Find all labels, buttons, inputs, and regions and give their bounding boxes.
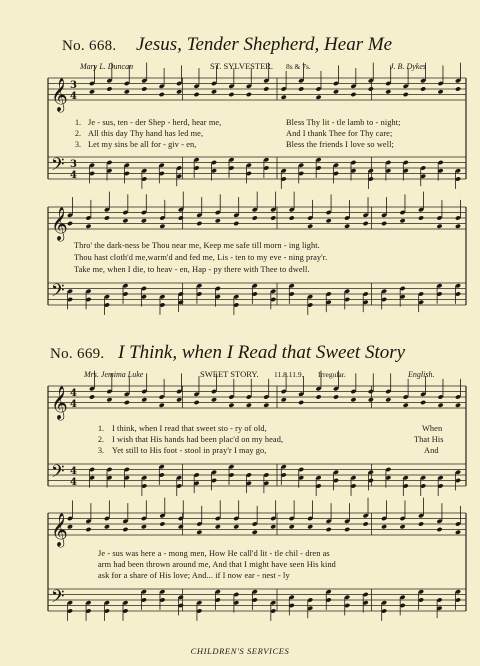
note-head: [368, 397, 374, 402]
note-head: [228, 403, 234, 408]
note-head: [344, 224, 350, 229]
note-head: [85, 224, 91, 229]
hymn-669-title: I Think, when I Read that Sweet Story: [118, 342, 406, 363]
lyric-line: Let my sins be all for - giv - en,: [88, 140, 197, 149]
note-head: [381, 524, 387, 529]
note-head: [106, 86, 112, 91]
note-head: [215, 218, 221, 223]
note-head: [437, 403, 443, 408]
time-signature: 3: [70, 159, 77, 170]
note-head: [455, 530, 461, 535]
lyric-line: I think, when I read that sweet sto - ry of old,: [112, 424, 267, 433]
lyric-line: And: [424, 446, 439, 455]
hymn-668-composer: J. B. Dykes: [390, 62, 426, 71]
note-head: [159, 521, 165, 526]
note-head: [141, 524, 147, 529]
note-head: [89, 394, 95, 399]
lyric-line: Thou hast cloth'd me,warm'd and fed me, Lis - ten to my eve - ning pray'r.: [74, 253, 328, 262]
note-head: [106, 397, 112, 402]
note-head: [418, 521, 424, 526]
note-head: [141, 397, 147, 402]
note-head: [344, 527, 350, 532]
note-head: [122, 218, 128, 223]
lyric-line: arm had been thrown around me, And that I might have seen His kind: [98, 560, 336, 569]
note-head: [246, 403, 252, 408]
note-head: [270, 524, 276, 529]
note-head: [363, 521, 369, 526]
note-head: [385, 89, 391, 94]
lyric-line: Bless Thy lit - tle lamb to - night;: [286, 118, 401, 127]
note-head: [196, 221, 202, 226]
note-head: [420, 400, 426, 405]
note-head: [178, 215, 184, 220]
time-signature: 4: [70, 388, 77, 399]
note-head: [159, 403, 165, 408]
bass-clef-icon: 𝄢: [51, 586, 65, 611]
verse-number: 3.: [75, 140, 81, 149]
note-head: [252, 530, 258, 535]
hymn-669-author: Mrs. Jemima Luke: [84, 370, 144, 379]
note-head: [436, 527, 442, 532]
note-head: [399, 524, 405, 529]
note-head: [399, 218, 405, 223]
note-head: [420, 86, 426, 91]
note-head: [455, 86, 461, 91]
note-head: [263, 86, 269, 91]
note-head: [228, 92, 234, 97]
note-head: [159, 224, 165, 229]
hymn-669-composer: English.: [408, 370, 435, 379]
time-signature: 4: [70, 477, 77, 488]
verse-number: 2.: [98, 435, 104, 444]
note-head: [176, 89, 182, 94]
time-signature: 4: [70, 91, 77, 102]
lyric-line: When: [422, 424, 443, 433]
note-head: [333, 89, 339, 94]
note-head: [104, 215, 110, 220]
note-head: [193, 400, 199, 405]
note-head: [104, 524, 110, 529]
note-head: [89, 89, 95, 94]
verse-number: 3.: [98, 446, 104, 455]
note-head: [85, 527, 91, 532]
note-head: [315, 95, 321, 100]
note-head: [363, 221, 369, 226]
bass-clef-icon: 𝄢: [51, 154, 65, 179]
note-head: [215, 524, 221, 529]
lyric-line: All this day Thy hand has led me,: [88, 129, 204, 138]
note-head: [233, 221, 239, 226]
treble-clef-icon: 𝄞: [51, 512, 68, 546]
hymn-669-meter: 11.8.11.9.: [274, 370, 304, 379]
note-head: [246, 92, 252, 97]
note-head: [289, 524, 295, 529]
time-signature: 4: [70, 399, 77, 410]
note-head: [403, 403, 409, 408]
hymn-668-title: Jesus, Tender Shepherd, Hear Me: [136, 34, 393, 55]
note-head: [418, 215, 424, 220]
lyric-line: Thro' the dark-ness be Thou near me, Keep me safe till morn - ing light.: [74, 241, 320, 250]
note-head: [124, 400, 130, 405]
lyric-line: And I thank Thee for Thy care;: [286, 129, 393, 138]
bass-clef-icon: 𝄢: [51, 280, 65, 305]
note-head: [281, 95, 287, 100]
note-head: [289, 215, 295, 220]
note-head: [252, 215, 258, 220]
note-head: [315, 394, 321, 399]
note-head: [141, 86, 147, 91]
note-head: [263, 403, 269, 408]
lyric-line: Je - sus, ten - der Shep - herd, hear me,: [88, 118, 222, 127]
note-head: [270, 215, 276, 220]
note-head: [326, 218, 332, 223]
note-head: [193, 92, 199, 97]
treble-clef-icon: 𝄞: [51, 385, 68, 419]
verse-number: 1.: [98, 424, 104, 433]
verse-number: 2.: [75, 129, 81, 138]
note-head: [281, 397, 287, 402]
hymn-668-tune: ST. SYLVESTER.: [210, 61, 274, 71]
lyric-line: That His: [414, 435, 444, 444]
hymn-668-meter: 8s & 7s.: [286, 62, 311, 71]
note-head: [141, 218, 147, 223]
note-head: [436, 224, 442, 229]
note-head: [196, 530, 202, 535]
note-head: [381, 221, 387, 226]
treble-clef-icon: 𝄞: [51, 206, 68, 240]
hymn-669-meter-note: Irregular.: [318, 370, 346, 379]
note-head: [159, 92, 165, 97]
note-head: [298, 400, 304, 405]
note-head: [368, 86, 374, 91]
note-head: [333, 394, 339, 399]
verse-number: 1.: [75, 118, 81, 127]
note-head: [176, 397, 182, 402]
note-head: [211, 89, 217, 94]
note-head: [455, 224, 461, 229]
note-head: [124, 89, 130, 94]
treble-clef-icon: 𝄞: [51, 77, 68, 111]
note-head: [455, 403, 461, 408]
lyric-line: Yet still to His foot - stool in pray'r I may go,: [112, 446, 267, 455]
lyric-line: Je - sus was here a - mong men, How He call'd lit - tle chil - dren as: [98, 549, 330, 558]
note-head: [326, 527, 332, 532]
hymn-669-number: No. 669.: [50, 346, 105, 362]
note-head: [350, 397, 356, 402]
lyric-line: Take me, when I die, to heav - en, Hap - py there with Thee to dwell.: [74, 265, 310, 274]
lyric-line: I wish that His hands had been plac'd on my head,: [112, 435, 284, 444]
note-head: [307, 224, 313, 229]
time-signature: 4: [70, 170, 77, 181]
lyric-line: ask for a share of His love; And... if I now ear - nest - ly: [98, 571, 290, 580]
hymn-669-tune: SWEET STORY.: [200, 369, 259, 379]
note-head: [403, 92, 409, 97]
note-head: [385, 397, 391, 402]
note-head: [178, 524, 184, 529]
note-head: [122, 527, 128, 532]
lyric-line: Bless the friends I love so well;: [286, 140, 394, 149]
bass-clef-icon: 𝄢: [51, 461, 65, 486]
note-head: [298, 86, 304, 91]
note-head: [350, 92, 356, 97]
time-signature: 3: [70, 80, 77, 91]
hymn-668-number: No. 668.: [62, 38, 117, 54]
time-signature: 4: [70, 466, 77, 477]
note-head: [233, 524, 239, 529]
note-head: [437, 89, 443, 94]
hymn-668-author: Mary L. Duncan: [80, 62, 134, 71]
note-head: [211, 397, 217, 402]
note-head: [307, 524, 313, 529]
page-footer: CHILDREN'S SERVICES: [190, 646, 290, 656]
